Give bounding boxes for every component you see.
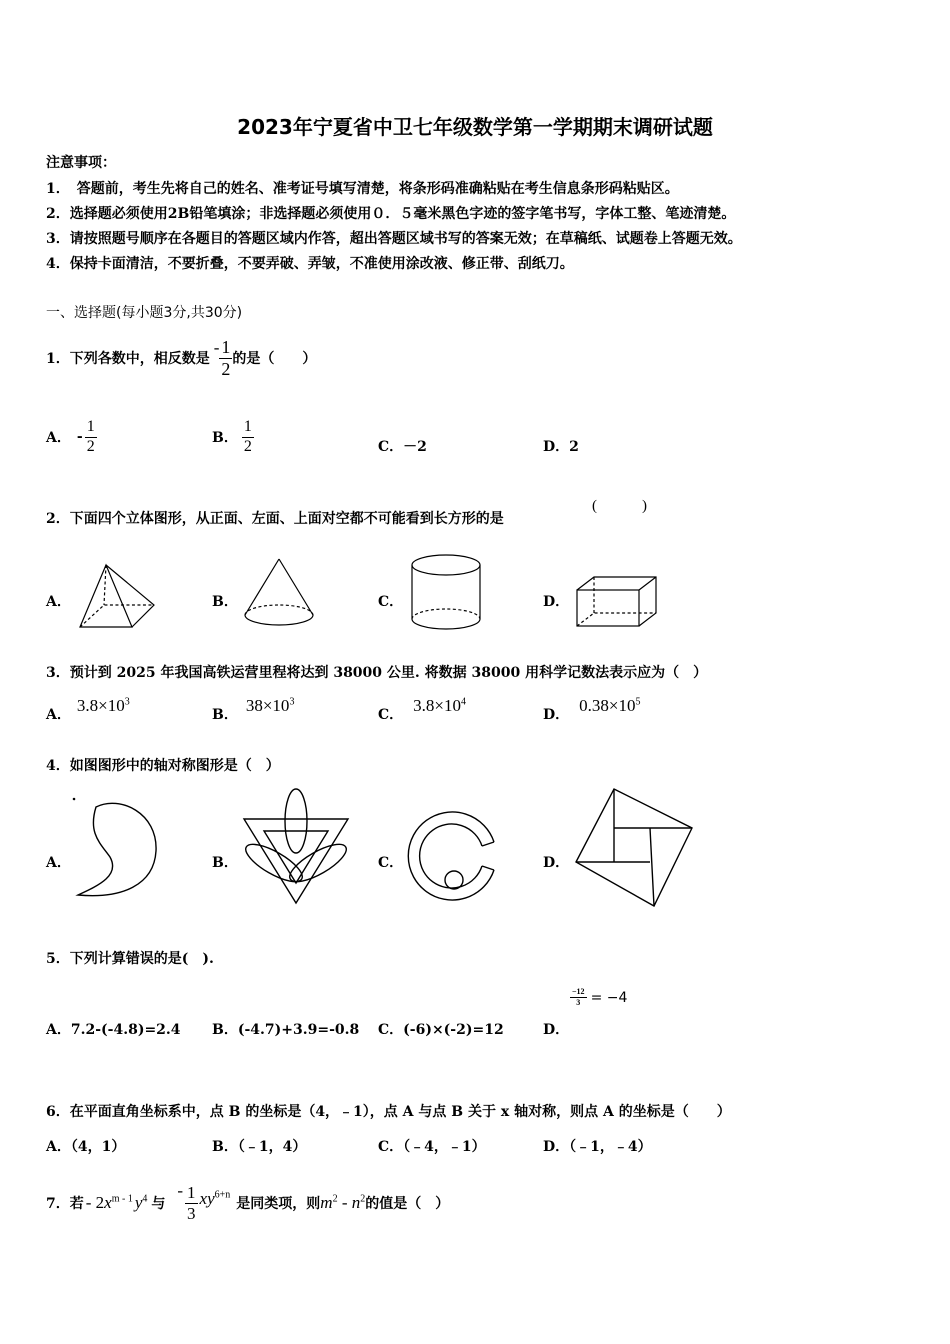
q1-a-sign: - <box>76 429 83 445</box>
q7-m: m <box>320 1193 333 1212</box>
page-title: 2023年宁夏省中卫七年级数学第一学期期末调研试题 <box>237 115 713 139</box>
q7-n: n <box>351 1193 361 1212</box>
q3-b-value <box>246 696 295 716</box>
q5-d-den: 3 <box>576 998 581 1008</box>
option-text: 2 <box>569 439 579 455</box>
q3-option-d[interactable] <box>543 694 640 724</box>
notice-item: 2．选择题必须使用2B铅笔填涂；非选择题必须使用０．５毫米黑色字迹的签字笔书写，字体工整、笔迹清楚。 <box>46 206 736 222</box>
question-3: 3．预计到 2025 年我国高铁运营里程将达到 38000 公里. 将数据 38000 用科学记数法表示应为（ ） <box>46 665 708 681</box>
q3-option-b[interactable] <box>212 694 294 724</box>
q7-mid-text: 是同类项，则 <box>236 1196 321 1212</box>
question-7 <box>46 1168 449 1238</box>
q1-b-fraction <box>242 419 254 456</box>
q6-option-b[interactable]: B．（﹣1，4） <box>212 1139 307 1155</box>
q3-b-exp: 3 <box>289 696 295 708</box>
q5-option-b[interactable]: B．(-4.7)+3.9=-0.8 <box>212 1022 360 1038</box>
q3-a-value <box>77 696 130 716</box>
q5-d-rhs: = −4 <box>590 989 628 1006</box>
q1-a-fraction <box>85 419 97 456</box>
q3-a-base: 3.8×10 <box>76 696 125 715</box>
q1-a-num: 1 <box>85 419 97 438</box>
option-label: A． <box>46 430 71 446</box>
q3-option-c[interactable] <box>378 694 466 724</box>
q5-option-a[interactable]: A．7.2-(-4.8)=2.4 <box>46 1022 181 1038</box>
q4-option-b[interactable]: B． <box>212 855 238 871</box>
q1-stem: 1．下列各数中，相反数是 <box>46 351 210 367</box>
q7-t1-x: x <box>104 1193 112 1212</box>
q7-t1-coef: - 2 <box>85 1193 105 1212</box>
q2-option-d[interactable]: D． <box>543 594 570 610</box>
q7-and: 与 <box>151 1196 166 1212</box>
notice-item: 4．保持卡面清洁，不要折叠，不要弄破、弄皱，不准使用涂改液、修正带、刮纸刀。 <box>46 256 574 272</box>
q6-option-c[interactable]: C．（﹣4，﹣1） <box>378 1139 486 1155</box>
q5-d-fraction <box>570 988 587 1008</box>
question-2: 2．下面四个立体图形，从正面、左面、上面对空都不可能看到长方形的是 <box>46 511 504 527</box>
q3-c-exp: 4 <box>461 696 466 708</box>
q5-d-num: −12 <box>570 988 587 998</box>
q3-b-base: 38×10 <box>245 696 290 715</box>
option-label: C． <box>378 439 404 455</box>
q1-option-b[interactable] <box>212 412 254 462</box>
notice-heading: 注意事项： <box>46 155 116 171</box>
q1-a-den: 2 <box>86 437 95 455</box>
q7-term-1 <box>86 1193 148 1213</box>
q2-option-a[interactable]: A． <box>46 594 71 610</box>
notice-item: 3．请按照题号顺序在各题目的答题区域内作答，超出答题区域书写的答案无效；在草稿纸、试题卷上答题无效。 <box>46 231 742 247</box>
q7-t1-yexp: 4 <box>142 1193 148 1205</box>
q7-t2-xy: xy <box>199 1189 215 1208</box>
q4-option-c[interactable]: C． <box>378 855 404 871</box>
q7-t2-exp: 6+n <box>214 1189 231 1201</box>
q2-answer-paren: ( ) <box>592 498 647 514</box>
q7-t1-y: y <box>134 1193 143 1212</box>
q1-fraction <box>219 338 232 379</box>
q5-option-c[interactable]: C．(-6)×(-2)=12 <box>378 1022 504 1038</box>
q7-n-exp: 2 <box>360 1193 366 1205</box>
q1-neg-sign: - <box>213 338 220 357</box>
option-label: D． <box>543 439 570 455</box>
q2-option-b[interactable]: B． <box>212 594 238 610</box>
q1-numerator: 1 <box>221 336 231 357</box>
q3-d-value <box>579 696 640 716</box>
q3-d-exp: 5 <box>635 696 641 708</box>
q6-option-a[interactable]: A．（4，1） <box>46 1139 126 1155</box>
q7-t1-xexp: m - 1 <box>111 1193 133 1205</box>
pyramid-figure <box>76 563 158 631</box>
q1-option-d[interactable] <box>543 436 579 456</box>
q7-prefix: 7．若 <box>46 1196 84 1212</box>
q3-a-exp: 3 <box>124 696 130 708</box>
q7-t2-sign: - <box>177 1181 184 1200</box>
q1-tail: 的是（ ） <box>232 351 317 367</box>
q7-tail: 的值是（ ） <box>365 1196 450 1212</box>
triangle-ellipses-figure <box>240 787 352 909</box>
question-6: 6．在平面直角坐标系中，点 B 的坐标是（4，﹣1），点 A 与点 B 关于 x 轴对称，则点 A 的坐标是（ ） <box>46 1104 731 1120</box>
q7-minus: - <box>337 1193 352 1212</box>
option-label: A． <box>46 707 71 723</box>
q1-option-c[interactable] <box>378 436 427 456</box>
q3-c-value <box>413 696 466 716</box>
question-5: 5．下列计算错误的是( ). <box>46 951 214 967</box>
section-heading: 一、选择题(每小题3分,共30分) <box>46 305 243 321</box>
q3-option-a[interactable] <box>46 694 130 724</box>
q1-b-num: 1 <box>242 419 254 438</box>
q5-option-d-label[interactable]: D． <box>543 1022 570 1038</box>
q4-option-d[interactable]: D． <box>543 855 570 871</box>
c-shape-figure <box>404 808 500 904</box>
option-text: －2 <box>403 439 427 455</box>
q3-d-base: 0.38×10 <box>579 696 636 715</box>
q7-m-exp: 2 <box>332 1193 338 1205</box>
q7-expression <box>320 1193 365 1213</box>
cone-figure <box>241 557 317 629</box>
option-label: B． <box>212 707 238 723</box>
question-4: 4．如图图形中的轴对称图形是（ ） <box>46 758 280 774</box>
q3-c-base: 3.8×10 <box>413 696 461 715</box>
q1-b-den: 2 <box>243 437 252 455</box>
notice-item: 1． 答题前，考生先将自己的姓名、准考证号填写清楚，将条形码准确粘贴在考生信息条形码粘贴区。 <box>46 181 679 197</box>
q1-option-a[interactable] <box>46 412 97 462</box>
q1-denominator: 2 <box>221 358 231 379</box>
q7-t2-den: 3 <box>187 1203 196 1223</box>
cuboid-figure <box>574 574 660 630</box>
question-1 <box>46 328 316 388</box>
spiral-shape-figure <box>70 795 162 907</box>
option-label: C． <box>378 707 404 723</box>
q7-term-2 <box>200 1189 231 1209</box>
option-label: D． <box>543 707 570 723</box>
option-label: B． <box>212 430 238 446</box>
q7-t2-fraction <box>185 1184 198 1223</box>
q6-option-d[interactable]: D．（﹣1，﹣4） <box>543 1139 652 1155</box>
q7-t2-num: 1 <box>187 1182 196 1202</box>
square-pinwheel-figure <box>572 786 696 910</box>
q2-option-c[interactable]: C． <box>378 594 404 610</box>
q5-option-d-expr <box>570 988 627 1008</box>
cylinder-figure <box>408 553 484 633</box>
q4-option-a[interactable]: A． <box>46 855 71 871</box>
